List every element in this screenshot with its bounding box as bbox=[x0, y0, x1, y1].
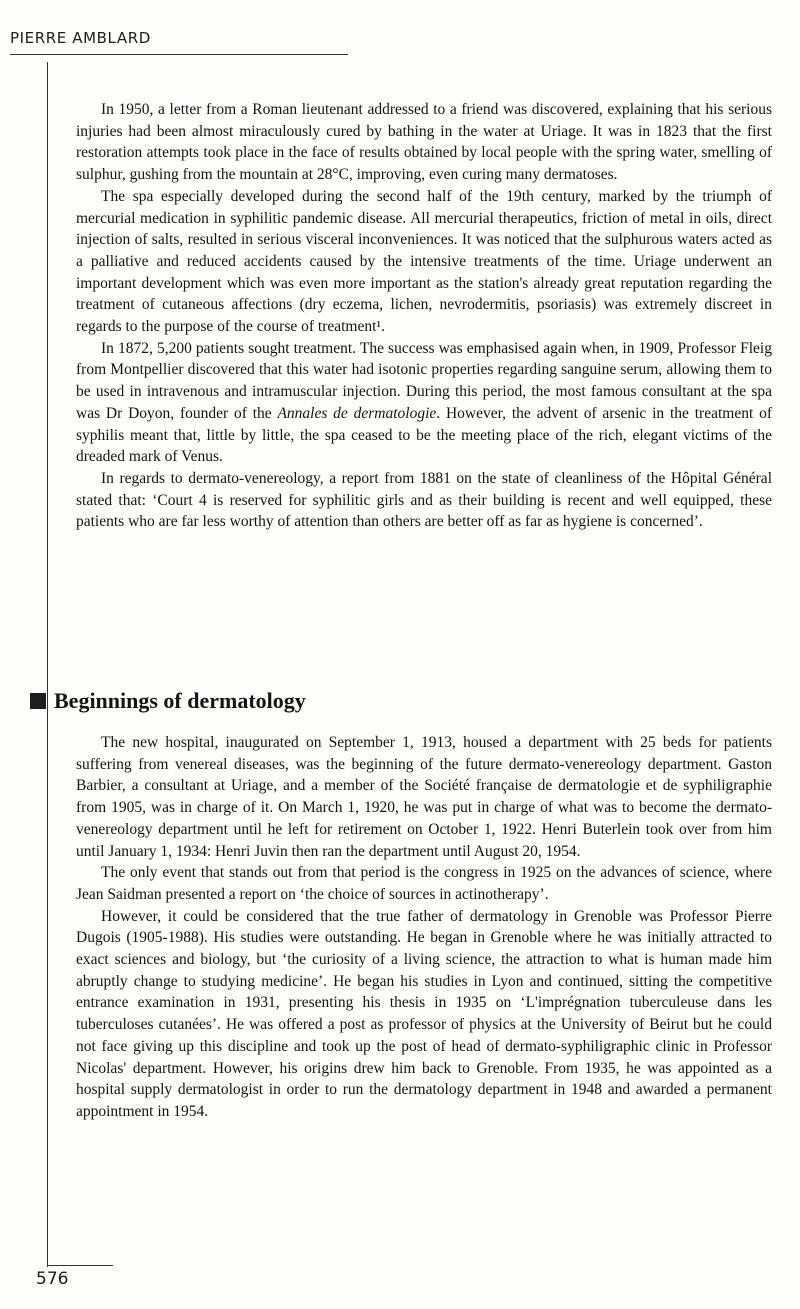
header-rule bbox=[10, 54, 348, 55]
body-text-top bbox=[76, 99, 772, 533]
page-number: 576 bbox=[36, 1269, 69, 1289]
journal-title: Annales de dermatologie bbox=[277, 404, 437, 422]
paragraph-1872-text-b: . However, the advent of arsenic in the treatment of syphilis meant that, little by little, the spa ceased to be the meeting place of the rich, elegant victims of the dreaded mark of Venus. bbox=[76, 404, 772, 466]
paragraph-1881-report: In regards to dermato-venereology, a report from 1881 on the state of cleanliness of the Hôpital Général stated that: ‘Court 4 is reserved for syphilitic girls and as their building is recent and well equipped, these patients who are far less worthy of attention than others are better off as far as hygiene is concerned’. bbox=[76, 469, 772, 531]
heading-square-icon bbox=[30, 693, 46, 709]
running-head: PIERRE AMBLARD bbox=[10, 29, 151, 47]
paragraph-1872-patients bbox=[76, 338, 772, 468]
body-text-bottom bbox=[76, 732, 772, 1123]
section-heading bbox=[30, 687, 306, 715]
paragraph-spa-development: The spa especially developed during the second half of the 19th century, marked by the triumph of mercurial medication in syphilitic pandemic disease. All mercurial therapeutics, friction of metal in oils, direct injection of salts, resulted in serious visceral inconveniences. It was noticed that the sulphurous waters acted as a palliative and reduced accidents caused by the intensive treatments of the time. Uriage underwent an important development which was even more important as the station's already great reputation regarding the treatment of cutaneous affections (dry eczema, lichen, nevrodermitis, psoriasis) was extremely discreet in regards to the purpose of the course of treatment¹. bbox=[76, 187, 772, 336]
section-heading-text: Beginnings of dermatology bbox=[54, 688, 306, 713]
paragraph-new-hospital: The new hospital, inaugurated on September 1, 1913, housed a department with 25 beds for patients suffering from venereal diseases, was the beginning of the future dermato-venereology department. Gaston Barbier, a consultant at Uriage, and a member of the Société française de dermatologie et de syphiligraphie from 1905, was in charge of it. On March 1, 1920, he was put in charge of what was to become the dermato-venereology department until he left for retirement on October 1, 1922. Henri Buterlein took over from him until January 1, 1934: Henri Juvin then ran the department until August 20, 1954. bbox=[76, 734, 772, 860]
footer-rule bbox=[47, 1265, 113, 1266]
paragraph-1925-congress: The only event that stands out from that period is the congress in 1925 on the advances of science, where Jean Saidman presented a report on ‘the choice of sources in actinotherapy’. bbox=[76, 864, 772, 903]
margin-rule bbox=[47, 62, 48, 1267]
paragraph-1872-text-a: In 1872, 5,200 patients sought treatment. The success was emphasised again when, in 1909, Professor Fleig from Montpellier discovered that this water had isotonic properties regarding sanguine serum, allowing them to be used in intravenous and intramuscular injection. During this period, the most famous consultant at the spa was Dr Doyon, founder of the bbox=[76, 339, 772, 422]
paragraph-uriage-discovery: In 1950, a letter from a Roman lieutenant addressed to a friend was discovered, explaining that his serious injuries had been almost miraculously cured by bathing in the water at Uriage. It was in 1823 that the first restoration attempts took place in the face of results obtained by local people with the spring water, smelling of sulphur, gushing from the mountain at 28°C, improving, even curing many dermatoses. bbox=[76, 101, 772, 184]
paragraph-pierre-dugois: However, it could be considered that the true father of dermatology in Grenoble was Professor Pierre Dugois (1905-1988). His studies were outstanding. He began in Grenoble where he was initially attracted to exact sciences and biology, but ‘the curiosity of a living science, the attraction to what is human made him abruptly change to studying medicine’. He began his studies in Lyon and continued, sitting the competitive entrance examination in 1931, presenting his thesis in 1935 on ‘L'imprégnation tuberculeuse dans les tuberculoses cutanées’. He was offered a post as professor of physics at the University of Beirut but he could not face giving up this discipline and took up the post of head of dermato-syphiligraphic clinic in Professor Nicolas' department. However, his origins drew him back to Grenoble. From 1935, he was appointed as a hospital supply dermatologist in order to run the dermatology department in 1948 and awarded a permanent appointment in 1954. bbox=[76, 907, 772, 1120]
